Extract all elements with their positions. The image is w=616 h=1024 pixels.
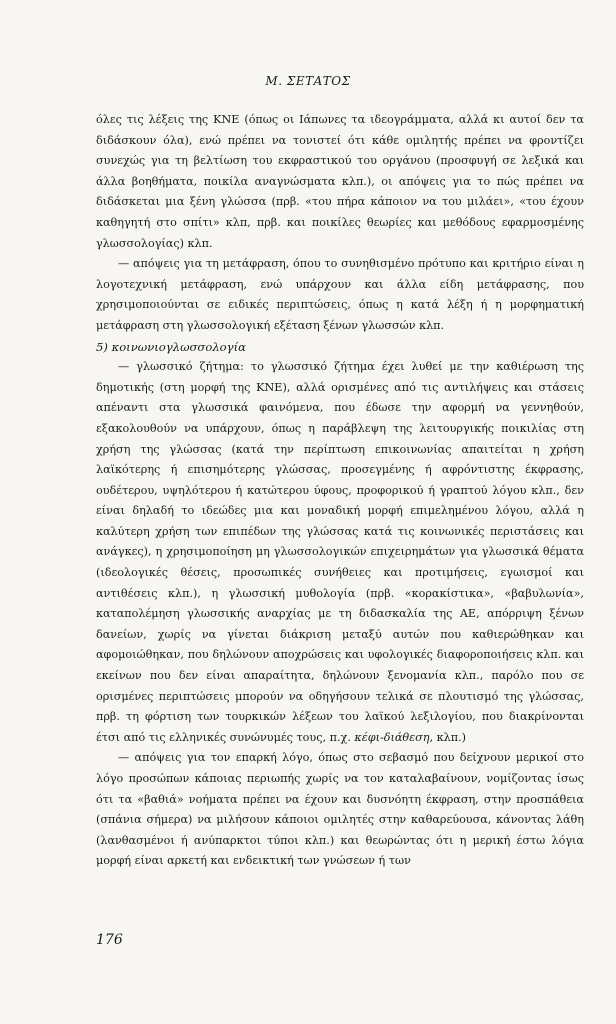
running-head: Μ. ΣΕΤΑΤΟΣ bbox=[265, 74, 351, 88]
body-text bbox=[96, 110, 584, 872]
paragraph-adequate-speech: — απόψεις για τον επαρκή λόγο, όπως στο σεβασμό που δείχνουν μερικοί στο λόγο προσώπων κάποιας περιωπής χωρίς να τον καταλαβαίνουν, νομίζοντας ίσως ότι τα «βαθιά» νοήματα πρέπει να έχουν και δυσνόητη έκφραση, στην προσπάθεια (σπάνια σήμερα) να μιλήσουν κάποιοι ομιλητές στην καθαρεύουσα, κάνοντας λάθη (λανθασμένοι ή ανύπαρκτοι τύποι κλπ.) και θεωρώντας ότι η μερική έστω λόγια μορφή είναι αρκετή και ενδεικτική των γνώσεων ή των bbox=[96, 751, 584, 868]
paragraph-language-question-tail: , κλπ.) bbox=[429, 730, 466, 744]
example-term: κέφι-διάθεση bbox=[354, 730, 430, 744]
paragraph-language-question bbox=[96, 357, 584, 748]
paragraph-language-question-text: — γλωσσικό ζήτημα: το γλωσσικό ζήτημα έχει λυθεί με την καθιέρωση της δημοτικής (στη μορφή της ΚΝΕ), αλλά ορισμένες από τις αντιλήψεις και στάσεις απέναντι στα γλωσσικά φαινόμενα, που έδωσε την αφορμή να γεννηθούν, εξακολουθούν να υπάρχουν, όπως η παράβλεψη της λειτουργικής ποικιλίας στη χρήση της γλώσσας (κατά την περίπτωση επικοινωνίας απαιτείται η χρήση λαϊκότερης ή επισημότερης γλώσσας, προσεγμένης ή αφρόντιστης έκφρασης, ουδέτερου, υψηλότερου ή κατώτερου ύφους, προφορικού ή γραπτού λόγου κλπ., δεν είναι δηλαδή το ιδεώδες μια και μοναδική μορφή επιμελημένου λόγου, αλλά η καλύτερη χρήση των επιπέδων της γλώσσας κατά τις κοινωνικές περιστάσεις και ανάγκες), η χρησιμοποίηση μη γλωσσολογικών επιχειρημάτων για γλωσσικά θέματα (ιδεολογικές θέσεις, προσωπικές συνήθειες και προτιμήσεις, εγωισμοί και αντιθέσεις κλπ.), η γλωσσική μυθολογία (πρβ. «κορακίστικα», «βαβυλωνία», καταπολέμηση γλωσσικής αναρχίας με τη διδασκαλία της ΑΕ, απόρριψη ξένων δανείων, χωρίς να γίνεται διάκριση μεταξύ αυτών που καθιερώθηκαν και αφομοιώθηκαν, που δηλώνουν αποχρώσεις και υφολογικές διαφοροποιήσεις κλπ. και εκείνων που δεν είναι απαραίτητα, δηλώνουν ξενομανία κλπ., παρόλο που σε ορισμένες περιπτώσεις μπορούν να οδηγήσουν τελικά σε πλουτισμό της γλώσσας, πρβ. τη φόρτιση των τουρκικών λέξεων του λαϊκού λεξιλογίου, που διακρίνονται έτσι από τις ελληνικές συνώνυμές τους, π.χ. bbox=[96, 360, 584, 744]
section-heading: 5) κοινωνιογλωσσολογία bbox=[96, 339, 246, 354]
paragraph-continuation: όλες τις λέξεις της ΚΝΕ (όπως οι Ιάπωνες τα ιδεογράμματα, αλλά κι αυτοί δεν τα διδάσκουν όλα), ενώ πρέπει να τονιστεί ότι κάθε ομιλητής πρέπει να φροντίζει συνεχώς για τη βελτίωση του εκφραστικού του οργάνου (προσφυγή σε λεξικά και άλλα βοηθήματα, ποικίλα αναγνώσματα κλπ.), οι απόψεις για το πώς πρέπει να διδάσκεται μια ξένη γλώσσα (πρβ. «του πήρα κάποιον να του μιλάει», «του έχουν καθηγητή στο σπίτι» κλπ, πρβ. και ποικίλες θεωρίες και μεθόδους εφαρμοσμένης γλωσσολογίας) κλπ. bbox=[96, 113, 584, 250]
paragraph-translation: — απόψεις για τη μετάφραση, όπου το συνηθισμένο πρότυπο και κριτήριο είναι η λογοτεχνική μετάφραση, ενώ υπάρχουν και άλλα είδη μετάφρασης, που χρησιμοποιούνται σε ειδικές περιπτώσεις, όπως η κατά λέξη ή η μορφηματική μετάφραση στη γλωσσολογική εξέταση ξένων γλωσσών κλπ. bbox=[96, 257, 584, 332]
page-number: 176 bbox=[96, 932, 123, 948]
